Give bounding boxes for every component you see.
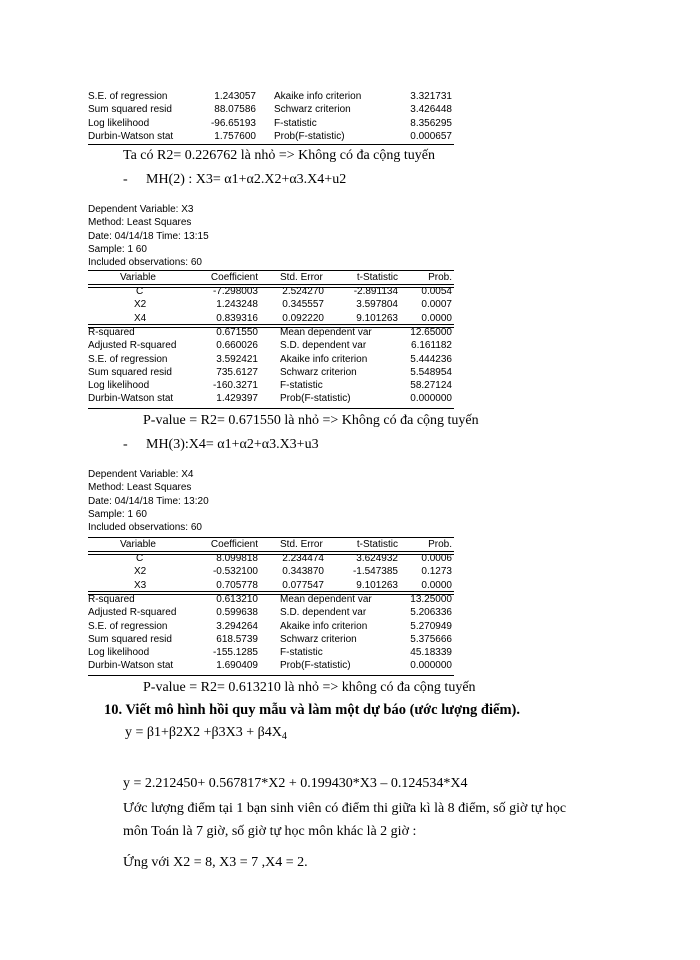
stat-value: 1.243057	[214, 91, 256, 102]
stat-label: Schwarz criterion	[280, 366, 357, 378]
generic-model-equation	[125, 725, 287, 742]
cell-variable: C	[136, 553, 144, 564]
stat-value: 6.161182	[411, 340, 452, 352]
included-observations: Included observations: 60	[88, 257, 202, 269]
cell-t-stat: 9.101263	[356, 312, 398, 324]
reg2-stats	[88, 326, 454, 406]
stat-value: 735.6127	[216, 366, 258, 378]
model-3-equation: MH(3):X4= α1+α2+α3.X3+u3	[146, 437, 319, 452]
stat-row	[88, 633, 454, 646]
table-header-row	[88, 538, 454, 551]
cell-variable: X2	[134, 566, 147, 578]
stat-label: Durbin-Watson stat	[88, 660, 174, 672]
stat-label: Durbin-Watson stat	[88, 393, 174, 405]
col-header: t-Statistic	[356, 539, 398, 550]
stat-value: 8.356295	[410, 117, 452, 129]
bullet-dash: -	[123, 437, 128, 452]
cell-coefficient: 8.099818	[216, 553, 258, 564]
model-2-equation: MH(2) : X3= α1+α2.X2+α3.X4+u2	[146, 172, 347, 187]
conclusion-text-1: Ta có R2= 0.226762 là nhỏ => Không có đa cộng tuyến	[123, 148, 435, 163]
stat-value: 3.294264	[216, 620, 258, 632]
sample: Sample: 1 60	[88, 508, 147, 520]
reg3-stats	[88, 593, 454, 673]
stat-row	[88, 646, 454, 659]
cell-std-error: 2.234474	[282, 553, 324, 564]
stat-label: S.D. dependent var	[280, 340, 367, 352]
stat-label: R-squared	[88, 327, 135, 338]
stat-label: Adjusted R-squared	[88, 340, 177, 352]
method: Method: Least Squares	[88, 217, 192, 229]
stat-label: Adjusted R-squared	[88, 607, 177, 619]
cell-std-error: 0.343870	[282, 566, 324, 578]
stat-value: 12.65000	[410, 327, 452, 338]
stat-label: Mean dependent var	[280, 327, 372, 338]
included-observations: Included observations: 60	[88, 522, 202, 534]
stat-label: Prob(F-statistic)	[280, 660, 351, 672]
stat-value: 3.321731	[410, 91, 452, 102]
stat-row	[88, 659, 454, 672]
paragraph-line: Ước lượng điểm tại 1 bạn sinh viên có điểm thi giữa kì là 8 điểm, số giờ tự học	[123, 801, 567, 816]
cell-std-error: 0.092220	[282, 312, 324, 324]
col-header: t-Statistic	[356, 272, 398, 283]
stat-value: 58.27124	[410, 380, 452, 392]
col-header: Prob.	[428, 539, 452, 550]
cell-prob: 0.0000	[421, 579, 452, 591]
stat-value: 3.426448	[410, 104, 452, 116]
table-row	[88, 565, 454, 578]
stat-value: 5.270949	[410, 620, 452, 632]
stat-label: F-statistic	[274, 117, 317, 129]
cell-std-error: 0.345557	[282, 299, 324, 311]
paragraph-line: môn Toán là 7 giờ, số giờ tự học môn khác là 2 giờ :	[123, 824, 417, 839]
stat-row	[88, 606, 454, 619]
stat-value: -96.65193	[210, 117, 256, 129]
stat-label: Log likelihood	[88, 647, 150, 659]
stat-label: Schwarz criterion	[274, 104, 351, 116]
stat-label: Sum squared resid	[88, 104, 172, 116]
sample: Sample: 1 60	[88, 243, 147, 255]
cell-prob: 0.1273	[421, 566, 452, 578]
col-header: Prob.	[428, 272, 452, 283]
table-row	[88, 298, 454, 311]
col-header: Coefficient	[210, 539, 258, 550]
section-heading: 10. Viết mô hình hồi quy mẫu và làm một dự báo (ước lượng điểm).	[104, 702, 520, 718]
conclusion-text-3: P-value = R2= 0.613210 là nhỏ => không có đa cộng tuyến	[143, 680, 476, 695]
stat-value: 5.375666	[410, 633, 452, 645]
stat-label: Schwarz criterion	[280, 633, 357, 645]
stat-row	[88, 392, 454, 405]
stat-row	[88, 117, 460, 130]
stat-value: 0.000000	[410, 393, 452, 405]
cell-variable: X4	[134, 312, 147, 324]
stat-label: F-statistic	[280, 647, 323, 659]
stat-row	[88, 620, 454, 633]
stat-row	[88, 353, 454, 366]
stat-value: 13.25000	[410, 594, 452, 605]
stat-value: 0.671550	[216, 327, 258, 338]
stat-value: 618.5739	[216, 633, 258, 645]
table-row	[88, 285, 454, 298]
reg3-coef-rows	[88, 552, 454, 592]
cell-coefficient: -7.298003	[212, 286, 258, 297]
stat-label: S.D. dependent var	[280, 607, 367, 619]
reg2-header	[88, 203, 209, 269]
table-rule	[88, 408, 454, 409]
cell-prob: 0.0054	[421, 286, 452, 297]
stat-value: 1.690409	[216, 660, 258, 672]
stat-label: Sum squared resid	[88, 633, 172, 645]
cell-prob: 0.0007	[421, 299, 452, 311]
cell-variable: X3	[134, 579, 147, 591]
stat-value: 5.548954	[410, 366, 452, 378]
stat-label: S.E. of regression	[88, 620, 168, 632]
estimated-model-equation: y = 2.212450+ 0.567817*X2 + 0.199430*X3 – 0.124534*X4	[123, 776, 468, 791]
table-header-row	[88, 271, 454, 284]
stat-value: -155.1285	[212, 647, 258, 659]
conclusion-text-2: P-value = R2= 0.671550 là nhỏ => Không có đa cộng tuyến	[143, 413, 479, 428]
date-time: Date: 04/14/18 Time: 13:15	[88, 230, 209, 242]
stat-label: Akaike info criterion	[280, 353, 368, 365]
stat-label: Log likelihood	[88, 380, 150, 392]
stat-label: R-squared	[88, 594, 135, 605]
cell-prob: 0.0006	[421, 553, 452, 564]
stat-label: Log likelihood	[88, 117, 150, 129]
stat-label: F-statistic	[280, 380, 323, 392]
col-header: Coefficient	[210, 272, 258, 283]
cell-coefficient: 1.243248	[216, 299, 258, 311]
cell-coefficient: -0.532100	[212, 566, 258, 578]
stat-value: 0.000000	[410, 660, 452, 672]
stat-label: S.E. of regression	[88, 91, 168, 102]
paragraph-line: Ứng với X2 = 8, X3 = 7 ,X4 = 2.	[123, 855, 308, 870]
table-row	[88, 552, 454, 565]
cell-variable: C	[136, 286, 144, 297]
stat-value: 0.599638	[216, 607, 258, 619]
cell-t-stat: 3.597804	[356, 299, 398, 311]
date-time: Date: 04/14/18 Time: 13:20	[88, 495, 209, 507]
stat-row	[88, 90, 460, 103]
cell-variable: X2	[134, 299, 147, 311]
stat-row	[88, 326, 454, 339]
stat-label: Sum squared resid	[88, 366, 172, 378]
stat-value: 88.07586	[214, 104, 256, 116]
cell-prob: 0.0000	[421, 312, 452, 324]
cell-coefficient: 0.705778	[216, 579, 258, 591]
stat-value: 0.000657	[410, 130, 452, 142]
table-row	[88, 312, 454, 325]
table-row	[88, 579, 454, 592]
cell-t-stat: -2.891134	[353, 286, 398, 297]
col-header: Variable	[120, 539, 156, 550]
stat-value: 5.444236	[410, 353, 452, 365]
stat-value: 1.757600	[214, 130, 256, 142]
stat-label: Mean dependent var	[280, 594, 372, 605]
stat-label: Prob(F-statistic)	[274, 130, 345, 142]
equation-text: y = β1+β2X2 +β3X3 + β4X	[125, 725, 282, 740]
stat-row	[88, 103, 460, 116]
col-header: Std. Error	[280, 539, 323, 550]
reg2-coef-rows	[88, 285, 454, 325]
stat-value: 0.613210	[216, 594, 258, 605]
cell-t-stat: 9.101263	[356, 579, 398, 591]
cell-t-stat: -1.547385	[352, 566, 398, 578]
reg3-header	[88, 468, 209, 534]
stat-row	[88, 593, 454, 606]
stat-value: 1.429397	[216, 393, 258, 405]
bullet-dash: -	[123, 172, 128, 187]
stat-row	[88, 379, 454, 392]
top-stats-block	[88, 90, 460, 143]
stat-value: 5.206336	[410, 607, 452, 619]
stat-row	[88, 339, 454, 352]
cell-std-error: 0.077547	[282, 579, 324, 591]
dependent-variable: Dependent Variable: X3	[88, 204, 194, 215]
stat-label: Akaike info criterion	[274, 91, 362, 102]
method: Method: Least Squares	[88, 482, 192, 494]
stat-label: Prob(F-statistic)	[280, 393, 351, 405]
stat-label: S.E. of regression	[88, 353, 168, 365]
stat-label: Durbin-Watson stat	[88, 130, 174, 142]
stat-value: 45.18339	[410, 647, 452, 659]
stat-row	[88, 130, 460, 143]
col-header: Std. Error	[280, 272, 323, 283]
reg3-coef-table	[88, 538, 454, 551]
dependent-variable: Dependent Variable: X4	[88, 469, 194, 480]
col-header: Variable	[120, 272, 156, 283]
stat-value: -160.3271	[212, 380, 258, 392]
stat-row	[88, 366, 454, 379]
stat-label: Akaike info criterion	[280, 620, 368, 632]
stat-value: 0.660026	[216, 340, 258, 352]
equation-subscript: 4	[281, 731, 287, 742]
table-rule	[88, 144, 454, 145]
stat-value: 3.592421	[216, 353, 258, 365]
cell-std-error: 2.524270	[282, 286, 324, 297]
cell-coefficient: 0.839316	[216, 312, 258, 324]
reg2-coef-table	[88, 271, 454, 284]
cell-t-stat: 3.624932	[356, 553, 398, 564]
table-rule	[88, 675, 454, 676]
